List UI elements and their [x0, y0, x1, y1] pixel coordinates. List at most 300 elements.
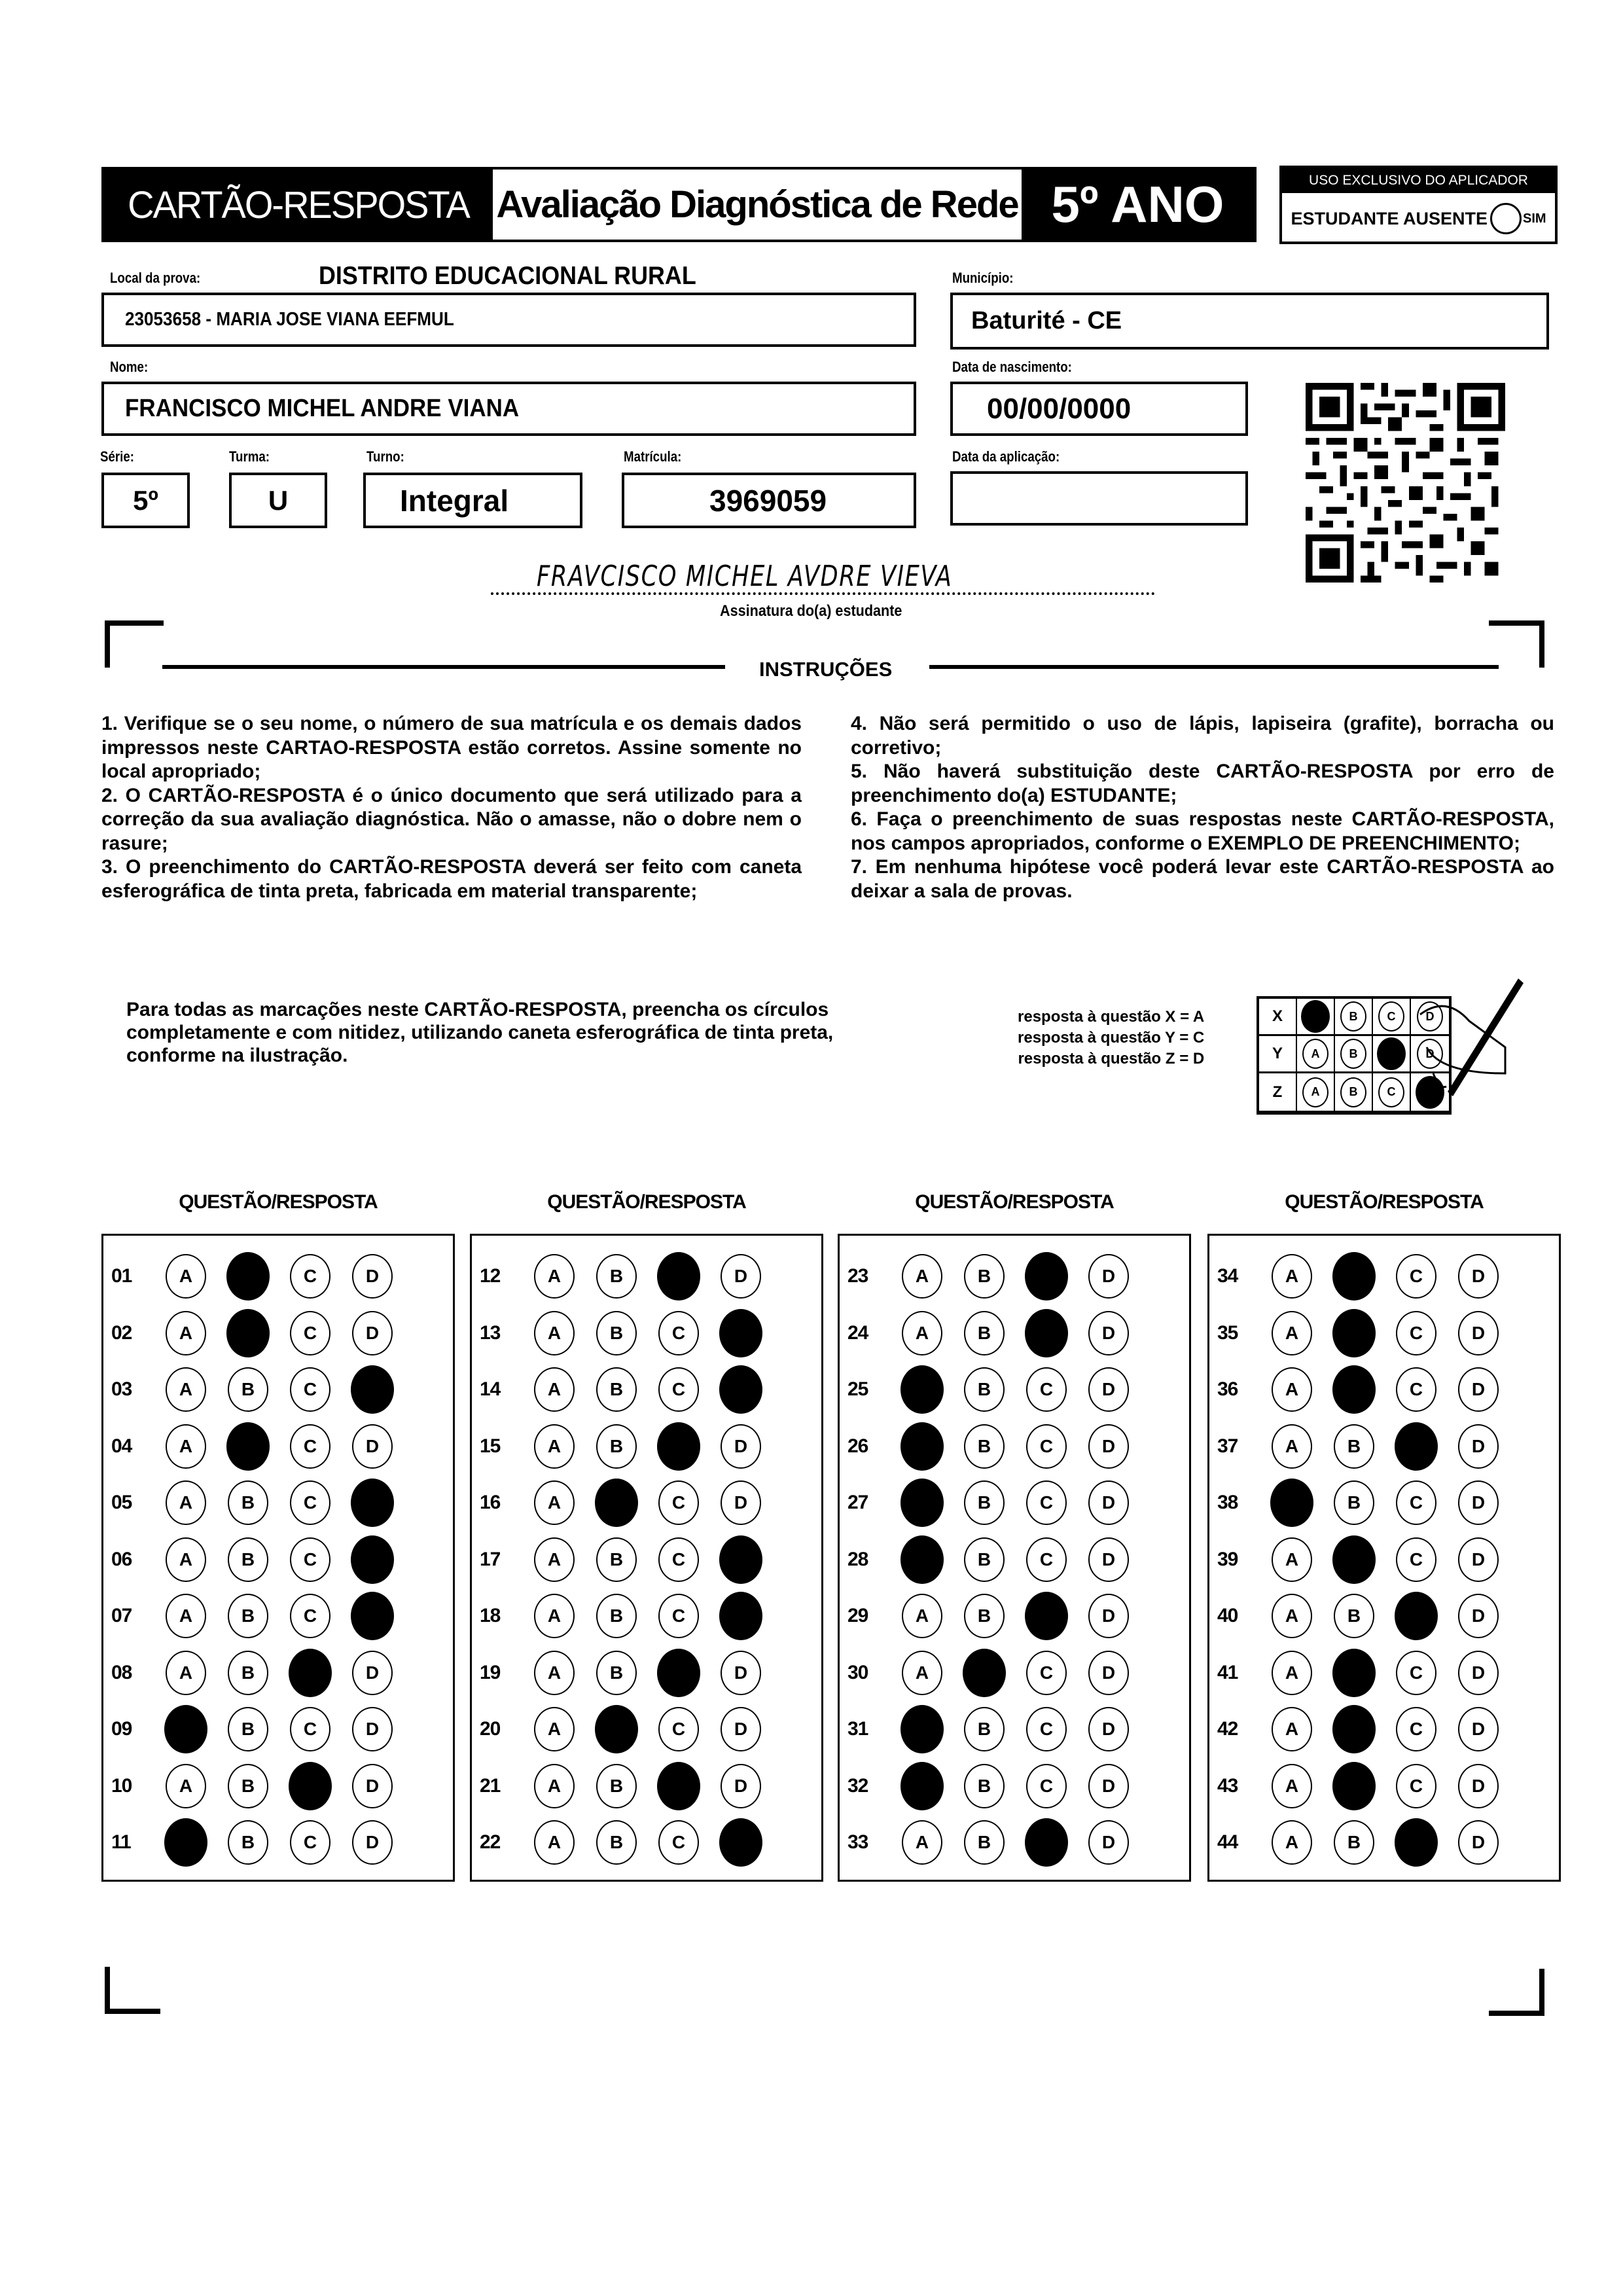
answer-bubble-a[interactable]: [164, 1705, 207, 1753]
answer-row: [103, 1253, 414, 1299]
answer-bubble-a[interactable]: [901, 1535, 944, 1584]
grade-badge: 5º ANO: [1022, 170, 1254, 240]
answer-bubble-d[interactable]: D: [1458, 1254, 1499, 1299]
answer-bubble-c[interactable]: C: [658, 1537, 699, 1582]
answer-bubble-c[interactable]: [1025, 1252, 1068, 1300]
answer-bubble-c[interactable]: C: [1026, 1367, 1067, 1412]
answer-bubble-d[interactable]: D: [1458, 1367, 1499, 1412]
answer-bubble-b[interactable]: B: [596, 1367, 637, 1412]
corner-mark-top-right: [1539, 620, 1544, 668]
column-header: QUESTÃO/RESPOSTA: [1285, 1191, 1484, 1213]
answer-bubble-c[interactable]: [289, 1762, 332, 1810]
answer-bubble-d[interactable]: [719, 1365, 762, 1414]
question-number: 22: [480, 1831, 501, 1853]
answer-bubble-c[interactable]: C: [1026, 1764, 1067, 1808]
answer-bubble-b[interactable]: B: [1334, 1594, 1374, 1638]
turma-field: [229, 473, 327, 528]
answer-bubble-b[interactable]: B: [228, 1367, 268, 1412]
answer-bubble-c[interactable]: [657, 1252, 700, 1300]
answer-bubble-b[interactable]: B: [228, 1707, 268, 1751]
answer-bubble-b[interactable]: B: [964, 1311, 1005, 1355]
question-number: 01: [111, 1265, 132, 1287]
answer-bubble-b[interactable]: B: [228, 1537, 268, 1582]
question-number: 19: [480, 1661, 501, 1683]
answer-row: [1209, 1424, 1520, 1469]
answer-bubble-a[interactable]: A: [534, 1764, 575, 1808]
local-field: [101, 293, 916, 347]
answer-bubble-b[interactable]: [226, 1422, 270, 1471]
answer-row: [103, 1706, 414, 1752]
answer-bubble-a[interactable]: A: [166, 1651, 206, 1695]
example-bubble-c: [1377, 1037, 1406, 1070]
local-title: DISTRITO EDUCACIONAL RURAL: [319, 262, 696, 290]
question-number: 27: [847, 1492, 868, 1513]
answer-bubble-d[interactable]: [719, 1309, 762, 1357]
answer-bubble-c[interactable]: C: [290, 1311, 330, 1355]
local-label: Local da prova:: [110, 270, 201, 286]
answer-bubble-c[interactable]: C: [1396, 1367, 1436, 1412]
header-banner: [101, 167, 1257, 242]
answer-bubble-a[interactable]: A: [902, 1651, 942, 1695]
answer-bubble-d[interactable]: D: [721, 1480, 761, 1525]
instruction-2: 2. O CARTÃO-RESPOSTA é o único documento que será utilizado para a correção da sua avaliação diagnóstica. Não o amasse, não o dobre nem o rasure;: [101, 784, 802, 854]
answer-row: [1209, 1820, 1520, 1865]
answer-bubble-d[interactable]: D: [721, 1254, 761, 1299]
answer-bubble-c[interactable]: C: [1396, 1311, 1436, 1355]
answer-bubble-c[interactable]: C: [290, 1537, 330, 1582]
turno-field: [363, 473, 582, 528]
instructions-divider-right: [929, 665, 1499, 669]
answer-row: [103, 1310, 414, 1356]
answer-bubble-b[interactable]: B: [228, 1820, 268, 1865]
answer-bubble-a[interactable]: [901, 1762, 944, 1810]
answer-bubble-b[interactable]: B: [964, 1367, 1005, 1412]
question-number: 14: [480, 1378, 501, 1400]
answer-bubble-d[interactable]: D: [1088, 1707, 1129, 1751]
answer-bubble-b[interactable]: [226, 1252, 270, 1300]
question-number: 30: [847, 1661, 868, 1683]
answer-bubble-a[interactable]: A: [1272, 1594, 1312, 1638]
answer-row: [472, 1537, 783, 1583]
answer-bubble-c[interactable]: C: [1396, 1480, 1436, 1525]
answer-bubble-b[interactable]: [226, 1309, 270, 1357]
answer-bubble-a[interactable]: [901, 1705, 944, 1753]
answer-bubble-d[interactable]: D: [1088, 1254, 1129, 1299]
answer-bubble-b[interactable]: [1332, 1705, 1376, 1753]
question-number: 42: [1217, 1718, 1238, 1740]
turno-label: Turno:: [366, 448, 404, 465]
answer-row: [103, 1593, 414, 1639]
answer-bubble-b[interactable]: B: [228, 1764, 268, 1808]
question-number: 23: [847, 1265, 868, 1287]
question-number: 08: [111, 1661, 132, 1683]
answer-bubble-c[interactable]: C: [658, 1707, 699, 1751]
answer-bubble-d[interactable]: D: [1088, 1820, 1129, 1865]
answer-bubble-a[interactable]: A: [1272, 1820, 1312, 1865]
answer-bubble-d[interactable]: D: [1458, 1651, 1499, 1695]
question-number: 36: [1217, 1378, 1238, 1400]
answer-bubble-a[interactable]: A: [1272, 1764, 1312, 1808]
answer-bubble-d[interactable]: D: [352, 1311, 393, 1355]
question-number: 12: [480, 1265, 501, 1287]
answer-bubble-c[interactable]: C: [658, 1820, 699, 1865]
answer-bubble-d[interactable]: D: [352, 1764, 393, 1808]
answer-bubble-c[interactable]: C: [290, 1424, 330, 1469]
nascimento-label: Data de nascimento:: [952, 359, 1072, 375]
answer-bubble-c[interactable]: [1025, 1818, 1068, 1867]
answer-bubble-a[interactable]: A: [1272, 1254, 1312, 1299]
example-bubble-a: [1301, 1000, 1330, 1033]
question-number: 43: [1217, 1774, 1238, 1797]
answer-bubble-a[interactable]: A: [902, 1594, 942, 1638]
answer-row: [840, 1367, 1150, 1412]
answer-bubble-d[interactable]: [351, 1365, 394, 1414]
answer-bubble-a[interactable]: A: [534, 1311, 575, 1355]
answer-bubble-d[interactable]: [351, 1479, 394, 1527]
aplicacao-field[interactable]: [950, 471, 1248, 526]
answer-bubble-d[interactable]: D: [1088, 1367, 1129, 1412]
question-number: 40: [1217, 1605, 1238, 1626]
answer-row: [103, 1480, 414, 1526]
answer-bubble-d[interactable]: D: [1088, 1480, 1129, 1525]
answer-bubble-b[interactable]: B: [596, 1651, 637, 1695]
answer-bubble-b[interactable]: B: [596, 1764, 637, 1808]
answer-bubble-b[interactable]: B: [1334, 1480, 1374, 1525]
answer-bubble-b[interactable]: B: [228, 1594, 268, 1638]
question-number: 44: [1217, 1831, 1238, 1853]
absent-bubble[interactable]: [1490, 203, 1522, 234]
answer-bubble-d[interactable]: D: [721, 1707, 761, 1751]
answer-row: [103, 1424, 414, 1469]
question-number: 03: [111, 1378, 132, 1400]
example-bubble-c: C: [1378, 1077, 1404, 1107]
answer-bubble-b[interactable]: [595, 1705, 638, 1753]
answer-bubble-c[interactable]: C: [290, 1254, 330, 1299]
answer-row: [840, 1310, 1150, 1356]
answer-row: [103, 1650, 414, 1696]
qr-code-icon: [1306, 383, 1505, 583]
answer-bubble-d[interactable]: [719, 1592, 762, 1640]
answer-row: [472, 1763, 783, 1809]
answer-bubble-a[interactable]: A: [534, 1707, 575, 1751]
answer-row: [472, 1310, 783, 1356]
answer-bubble-a[interactable]: [901, 1479, 944, 1527]
absent-option-label: SIM: [1522, 211, 1546, 226]
answer-bubble-c[interactable]: C: [1026, 1537, 1067, 1582]
example-bubble-b: B: [1340, 1077, 1366, 1107]
answer-bubble-d[interactable]: D: [1458, 1764, 1499, 1808]
answer-bubble-a[interactable]: A: [166, 1594, 206, 1638]
answer-row: [103, 1820, 414, 1865]
answer-bubble-d[interactable]: D: [352, 1424, 393, 1469]
answer-bubble-c[interactable]: C: [290, 1594, 330, 1638]
answer-bubble-c[interactable]: C: [290, 1820, 330, 1865]
example-legend-z: resposta à questão Z = D: [1018, 1050, 1205, 1067]
answer-row: [472, 1593, 783, 1639]
example-bubble-b: B: [1340, 1001, 1366, 1031]
question-number: 07: [111, 1605, 132, 1626]
answer-bubble-a[interactable]: A: [534, 1820, 575, 1865]
nome-label: Nome:: [110, 359, 149, 375]
answer-bubble-b[interactable]: B: [964, 1537, 1005, 1582]
answer-bubble-b[interactable]: [1332, 1252, 1376, 1300]
question-number: 41: [1217, 1661, 1238, 1683]
answer-bubble-d[interactable]: D: [721, 1651, 761, 1695]
answer-bubble-c[interactable]: C: [1396, 1651, 1436, 1695]
question-number: 26: [847, 1435, 868, 1457]
corner-mark-bottom-right-h: [1489, 2011, 1544, 2016]
aplicacao-label: Data da aplicação:: [952, 448, 1060, 465]
matricula-label: Matrícula:: [624, 448, 682, 465]
question-number: 11: [111, 1831, 131, 1853]
example-text: Para todas as marcações neste CARTÃO-RESPOSTA, preencha os círculos completamente e com nitidez, utilizando caneta esferográfica de tinta preta, conforme na ilustração.: [126, 999, 834, 1066]
answer-bubble-b[interactable]: B: [596, 1254, 637, 1299]
corner-mark-top-left: [105, 620, 110, 668]
turma-value: U: [268, 484, 289, 516]
instructions-title: INSTRUÇÕES: [759, 658, 893, 681]
answer-bubble-a[interactable]: A: [1272, 1707, 1312, 1751]
answer-bubble-b[interactable]: [595, 1479, 638, 1527]
answer-bubble-d[interactable]: [351, 1535, 394, 1584]
example-bubble-a: A: [1302, 1039, 1329, 1069]
answer-bubble-a[interactable]: [1270, 1479, 1313, 1527]
answer-bubble-d[interactable]: D: [1458, 1424, 1499, 1469]
answer-bubble-c[interactable]: [657, 1762, 700, 1810]
answer-bubble-a[interactable]: A: [534, 1651, 575, 1695]
answer-row: [1209, 1706, 1520, 1752]
answer-row: [1209, 1367, 1520, 1412]
question-number: 31: [847, 1718, 868, 1740]
answer-bubble-c[interactable]: [1395, 1592, 1438, 1640]
answer-bubble-b[interactable]: B: [228, 1651, 268, 1695]
local-value: 23053658 - MARIA JOSE VIANA EEFMUL: [125, 309, 454, 330]
answer-bubble-c[interactable]: C: [1026, 1480, 1067, 1525]
answer-bubble-a[interactable]: A: [534, 1594, 575, 1638]
answer-bubble-a[interactable]: A: [1272, 1424, 1312, 1469]
answer-bubble-d[interactable]: D: [1458, 1820, 1499, 1865]
answer-column-4: [1207, 1234, 1561, 1882]
answer-bubble-a[interactable]: A: [166, 1367, 206, 1412]
answer-bubble-a[interactable]: A: [166, 1764, 206, 1808]
question-number: 15: [480, 1435, 501, 1457]
question-number: 28: [847, 1548, 868, 1570]
example-row-label: Y: [1259, 1036, 1297, 1071]
answer-bubble-d[interactable]: [719, 1818, 762, 1867]
answer-bubble-c[interactable]: C: [1396, 1764, 1436, 1808]
question-number: 21: [480, 1774, 501, 1797]
answer-bubble-d[interactable]: D: [1088, 1537, 1129, 1582]
answer-bubble-c[interactable]: [289, 1649, 332, 1697]
answer-bubble-b[interactable]: B: [596, 1594, 637, 1638]
question-number: 37: [1217, 1435, 1238, 1457]
question-number: 20: [480, 1718, 501, 1740]
answer-bubble-b[interactable]: B: [964, 1820, 1005, 1865]
answer-bubble-a[interactable]: A: [534, 1424, 575, 1469]
answer-bubble-d[interactable]: D: [721, 1424, 761, 1469]
answer-bubble-b[interactable]: B: [964, 1254, 1005, 1299]
answer-bubble-a[interactable]: A: [902, 1820, 942, 1865]
answer-bubble-d[interactable]: D: [1458, 1537, 1499, 1582]
answer-bubble-b[interactable]: B: [964, 1480, 1005, 1525]
answer-row: [840, 1253, 1150, 1299]
answer-row: [1209, 1253, 1520, 1299]
answer-bubble-c[interactable]: C: [1026, 1651, 1067, 1695]
answer-bubble-a[interactable]: [164, 1818, 207, 1867]
answer-row: [840, 1763, 1150, 1809]
answer-bubble-d[interactable]: D: [1458, 1311, 1499, 1355]
nascimento-value: 00/00/0000: [987, 392, 1132, 425]
answer-bubble-a[interactable]: A: [534, 1367, 575, 1412]
answer-bubble-c[interactable]: C: [290, 1707, 330, 1751]
answer-bubble-a[interactable]: A: [1272, 1311, 1312, 1355]
instruction-4: 4. Não será permitido o uso de lápis, lapiseira (grafite), borracha ou corretivo;: [851, 713, 1554, 759]
answer-bubble-a[interactable]: A: [902, 1311, 942, 1355]
municipio-field: [950, 293, 1549, 350]
example-bubble-d: D: [1417, 1039, 1443, 1069]
serie-label: Série:: [100, 448, 134, 465]
example-bubble-d: D: [1417, 1001, 1443, 1031]
answer-bubble-d[interactable]: D: [1088, 1594, 1129, 1638]
answer-bubble-a[interactable]: A: [1272, 1651, 1312, 1695]
answer-bubble-b[interactable]: [1332, 1365, 1376, 1414]
answer-row: [1209, 1650, 1520, 1696]
aplicador-box: [1279, 166, 1558, 244]
answer-bubble-c[interactable]: C: [290, 1480, 330, 1525]
question-number: 06: [111, 1548, 132, 1570]
answer-bubble-a[interactable]: A: [166, 1480, 206, 1525]
question-number: 13: [480, 1321, 501, 1344]
matricula-value: 3969059: [709, 483, 827, 518]
answer-bubble-d[interactable]: D: [352, 1707, 393, 1751]
answer-column-3: [838, 1234, 1191, 1882]
answer-bubble-d[interactable]: D: [352, 1651, 393, 1695]
answer-bubble-c[interactable]: C: [1026, 1707, 1067, 1751]
answer-bubble-c[interactable]: C: [290, 1367, 330, 1412]
answer-bubble-c[interactable]: C: [1396, 1254, 1436, 1299]
municipio-value: Baturité - CE: [971, 307, 1122, 334]
example-row-label: Z: [1259, 1073, 1297, 1111]
answer-bubble-b[interactable]: B: [964, 1424, 1005, 1469]
answer-bubble-d[interactable]: D: [352, 1820, 393, 1865]
answer-bubble-a[interactable]: A: [534, 1480, 575, 1525]
corner-mark-bottom-right: [1539, 1969, 1544, 2016]
answer-bubble-a[interactable]: A: [534, 1537, 575, 1582]
answer-bubble-a[interactable]: A: [166, 1254, 206, 1299]
answer-bubble-d[interactable]: D: [1088, 1651, 1129, 1695]
answer-bubble-d[interactable]: [719, 1535, 762, 1584]
answer-bubble-d[interactable]: D: [1088, 1424, 1129, 1469]
answer-row: [840, 1706, 1150, 1752]
answer-bubble-a[interactable]: A: [166, 1311, 206, 1355]
answer-bubble-a[interactable]: A: [902, 1254, 942, 1299]
answer-bubble-d[interactable]: D: [1458, 1707, 1499, 1751]
answer-bubble-c[interactable]: C: [1026, 1424, 1067, 1469]
question-number: 04: [111, 1435, 132, 1457]
answer-bubble-b[interactable]: B: [596, 1311, 637, 1355]
question-number: 05: [111, 1492, 132, 1513]
corner-mark-top-right-h: [1489, 620, 1544, 626]
answer-bubble-a[interactable]: A: [166, 1537, 206, 1582]
answer-bubble-d[interactable]: D: [352, 1254, 393, 1299]
answer-bubble-b[interactable]: B: [964, 1707, 1005, 1751]
answer-bubble-b[interactable]: B: [596, 1820, 637, 1865]
answer-bubble-c[interactable]: [1395, 1422, 1438, 1471]
answer-bubble-c[interactable]: C: [658, 1480, 699, 1525]
answer-bubble-a[interactable]: [901, 1365, 944, 1414]
answer-bubble-d[interactable]: D: [1088, 1311, 1129, 1355]
answer-bubble-b[interactable]: B: [228, 1480, 268, 1525]
exam-title: Avaliação Diagnóstica de Rede: [493, 170, 1022, 240]
answer-bubble-c[interactable]: [1395, 1818, 1438, 1867]
answer-column-1: [101, 1234, 455, 1882]
answer-bubble-a[interactable]: A: [166, 1424, 206, 1469]
answer-bubble-d[interactable]: D: [1088, 1764, 1129, 1808]
instructions-right: [851, 712, 1554, 903]
nascimento-field: [950, 382, 1248, 436]
answer-bubble-b[interactable]: B: [1334, 1820, 1374, 1865]
answer-bubble-a[interactable]: A: [534, 1254, 575, 1299]
answer-bubble-b[interactable]: B: [596, 1537, 637, 1582]
signature-line[interactable]: [491, 592, 1155, 595]
answer-bubble-c[interactable]: C: [1396, 1707, 1436, 1751]
matricula-field: [622, 473, 916, 528]
question-number: 02: [111, 1321, 132, 1344]
corner-mark-bottom-left: [105, 1967, 110, 2014]
answer-bubble-c[interactable]: [1025, 1592, 1068, 1640]
answer-bubble-c[interactable]: C: [658, 1367, 699, 1412]
answer-bubble-c[interactable]: [1025, 1309, 1068, 1357]
answer-row: [472, 1253, 783, 1299]
answer-bubble-c[interactable]: C: [658, 1594, 699, 1638]
question-number: 25: [847, 1378, 868, 1400]
answer-bubble-b[interactable]: [1332, 1762, 1376, 1810]
column-header: QUESTÃO/RESPOSTA: [547, 1191, 746, 1213]
example-bubble-c: C: [1378, 1001, 1404, 1031]
serie-field: [101, 473, 190, 528]
answer-row: [1209, 1763, 1520, 1809]
absent-label: ESTUDANTE AUSENTE: [1291, 208, 1488, 228]
answer-bubble-b[interactable]: B: [964, 1594, 1005, 1638]
answer-bubble-d[interactable]: D: [1458, 1480, 1499, 1525]
answer-row: [103, 1367, 414, 1412]
answer-bubble-b[interactable]: B: [1334, 1424, 1374, 1469]
answer-bubble-d[interactable]: D: [721, 1764, 761, 1808]
question-number: 10: [111, 1774, 132, 1797]
answer-bubble-b[interactable]: [963, 1649, 1006, 1697]
answer-bubble-b[interactable]: [1332, 1535, 1376, 1584]
card-title: CARTÃO-RESPOSTA: [104, 168, 493, 241]
answer-bubble-b[interactable]: [1332, 1649, 1376, 1697]
question-number: 39: [1217, 1548, 1238, 1570]
instruction-5: 5. Não haverá substituição deste CARTÃO-RESPOSTA por erro de preenchimento do(a) ESTUDANTE;: [851, 761, 1554, 806]
instruction-7: 7. Em nenhuma hipótese você poderá levar este CARTÃO-RESPOSTA ao deixar a sala de provas.: [851, 856, 1554, 902]
answer-bubble-c[interactable]: C: [658, 1311, 699, 1355]
answer-bubble-b[interactable]: B: [964, 1764, 1005, 1808]
answer-row: [840, 1820, 1150, 1865]
answer-bubble-c[interactable]: C: [1396, 1537, 1436, 1582]
nome-value: FRANCISCO MICHEL ANDRE VIANA: [125, 395, 520, 422]
answer-bubble-b[interactable]: [1332, 1309, 1376, 1357]
answer-bubble-a[interactable]: [901, 1422, 944, 1471]
signature-label: Assinatura do(a) estudante: [720, 602, 902, 620]
answer-bubble-c[interactable]: [657, 1649, 700, 1697]
answer-bubble-d[interactable]: [351, 1592, 394, 1640]
answer-bubble-b[interactable]: B: [596, 1424, 637, 1469]
answer-bubble-d[interactable]: D: [1458, 1594, 1499, 1638]
answer-bubble-c[interactable]: [657, 1422, 700, 1471]
answer-bubble-a[interactable]: A: [1272, 1537, 1312, 1582]
answer-bubble-a[interactable]: A: [1272, 1367, 1312, 1412]
